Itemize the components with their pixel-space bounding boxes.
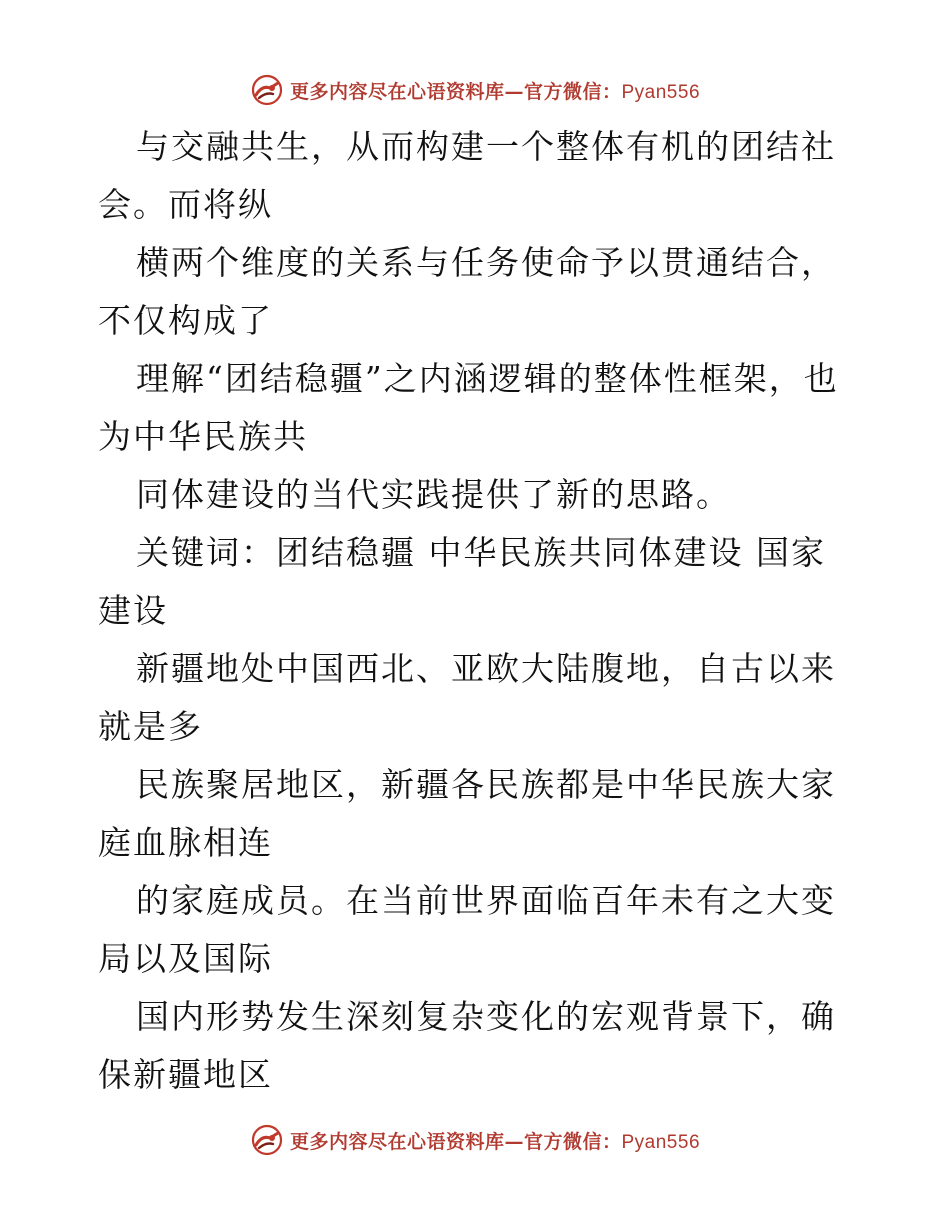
wechat-handle: Pyan556: [621, 1131, 701, 1153]
header-banner: [0, 70, 950, 110]
paragraph: 民族聚居地区，新疆各民族都是中华民族大家庭血脉相连: [98, 765, 836, 862]
paragraph: 的家庭成员。在当前世界面临百年未有之大变局以及国际: [98, 881, 836, 978]
footer-banner: [0, 1120, 950, 1160]
paragraph: 同体建设的当代实践提供了新的思路。: [136, 475, 731, 514]
banner-text: 更多内容尽在心语资料库—官方微信：Pyan556: [289, 1130, 701, 1153]
document-body: [98, 118, 858, 1104]
handshake-logo-icon: [250, 1123, 284, 1157]
wechat-handle: Pyan556: [621, 81, 701, 103]
paragraph: 理解“团结稳疆”之内涵逻辑的整体性框架，也为中华民族共: [98, 359, 839, 456]
handshake-logo-icon: [250, 73, 284, 107]
keywords-line: 关键词：团结稳疆 中华民族共同体建设 国家建设: [98, 533, 826, 630]
banner-text: 更多内容尽在心语资料库—官方微信：Pyan556: [289, 80, 701, 103]
paragraph: 与交融共生，从而构建一个整体有机的团结社会。而将纵: [98, 127, 836, 224]
paragraph: 国内形势发生深刻复杂变化的宏观背景下，确保新疆地区: [98, 997, 836, 1094]
paragraph: 横两个维度的关系与任务使命予以贯通结合，不仅构成了: [98, 243, 836, 340]
paragraph: 新疆地处中国西北、亚欧大陆腹地，自古以来就是多: [98, 649, 836, 746]
